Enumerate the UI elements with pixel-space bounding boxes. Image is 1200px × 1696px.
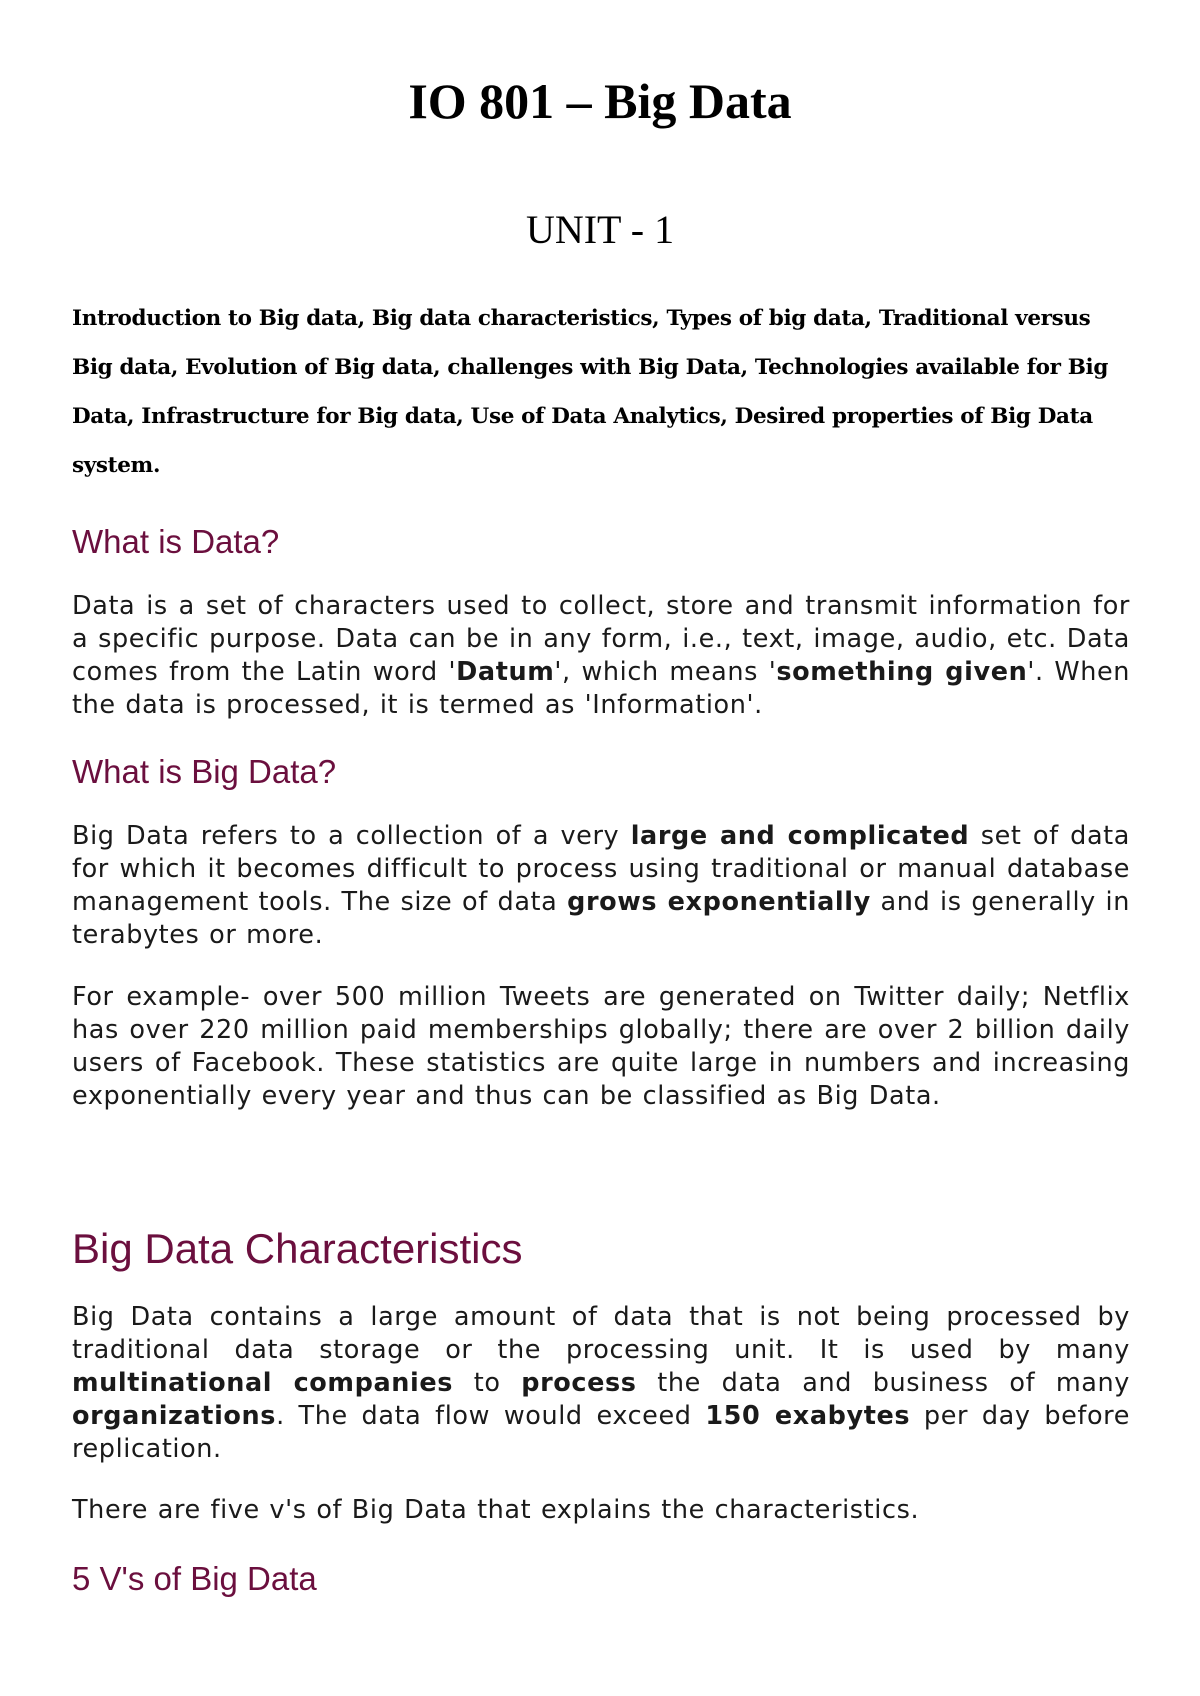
bold-run: grows exponentially [567, 887, 871, 917]
text-run: . The data flow would exceed [276, 1401, 706, 1431]
text-run: Data is a set of characters used to collect, store and transmit information for a specific purpose. Data can be in any form, i.e., text, image, audio, etc. Data comes from the Latin word ' [72, 591, 1130, 687]
paragraph-what-is-data [72, 590, 1130, 722]
bold-run: process [521, 1368, 637, 1398]
paragraph-big-data-example: For example- over 500 million Tweets are generated on Twitter daily; Netflix has over 220 million paid memberships globally; there are over 2 billion daily users of Facebook. These statistics are quite large in numbers and increasing exponentially every year and thus can be classified as Big Data. [72, 982, 1130, 1111]
text-run: to [453, 1368, 522, 1398]
text-run: '. When the data is processed, it is termed as 'Information'. [72, 657, 1131, 720]
bold-run: something given [776, 657, 1028, 687]
text-run: ', which means ' [554, 657, 777, 687]
syllabus-text: Introduction to Big data, Big data characteristics, Types of big data, Traditional versus Big data, Evolution of Big data, challenges with Big Data, Technologies available for Big Data, Infrastructure for Big data, Use of Data Analytics, Desired properties of Big Data system. [72, 306, 1109, 478]
text-run: Big Data refers to a collection of a very [72, 821, 631, 851]
heading-what-is-data: What is Data? [72, 523, 280, 560]
paragraph-big-data-definition [72, 820, 1130, 952]
unit-heading: UNIT - 1 [525, 207, 675, 252]
paragraph-five-vs-intro: There are five v's of Big Data that explains the characteristics. [72, 1495, 920, 1525]
bold-run: organizations [72, 1401, 277, 1431]
text-run: Big Data contains a large amount of data that is not being processed by traditional data storage or the processing unit. It is used by many [72, 1302, 1130, 1365]
heading-big-data-characteristics: Big Data Characteristics [72, 1225, 523, 1272]
document-title: IO 801 – Big Data [408, 73, 792, 129]
paragraph-characteristics [72, 1301, 1130, 1466]
bold-run: large and complicated [630, 821, 970, 851]
text-run: the data and business of many [636, 1368, 1130, 1398]
bold-run: 150 exabytes [705, 1401, 911, 1431]
text-run: and is generally in terabytes or more. [72, 887, 1130, 950]
bold-run: multinational companies [72, 1368, 454, 1398]
bold-run: Datum [456, 657, 555, 687]
text-run: set of data for which it becomes difficult to process using traditional or manual database management tools. The size of data [72, 821, 1130, 917]
heading-five-vs: 5 V's of Big Data [72, 1560, 317, 1597]
heading-what-is-big-data: What is Big Data? [72, 753, 337, 790]
text-run: per day before replication. [72, 1401, 1130, 1464]
